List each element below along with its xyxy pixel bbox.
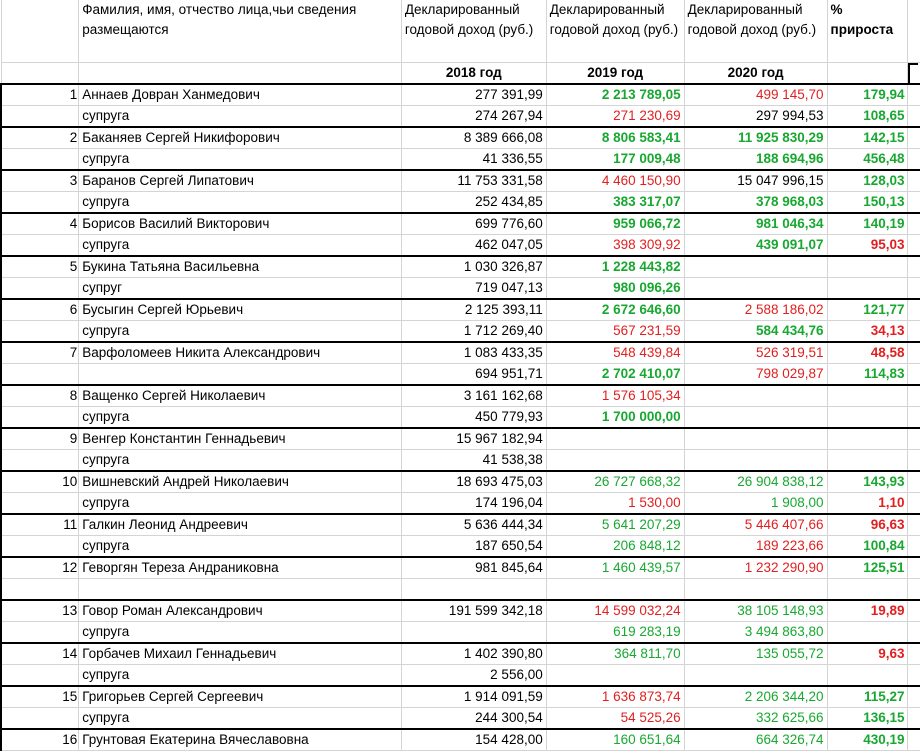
year-2019-label: 2019 год (546, 63, 684, 85)
row-number: 1 (1, 84, 79, 106)
person-name: супруга (79, 106, 402, 128)
income-2018 (401, 579, 546, 601)
income-2018: 191 599 342,18 (401, 600, 546, 622)
row-number: 14 (1, 643, 79, 665)
table-row (1, 665, 920, 687)
growth-pct (827, 385, 908, 407)
table-row (1, 729, 920, 751)
income-2020: 2 588 186,02 (684, 299, 827, 321)
person-name: Борисов Василий Викторович (79, 213, 402, 235)
income-2018: 694 951,71 (401, 364, 546, 386)
header-growth-pct: % прироста (827, 0, 908, 63)
spacer (908, 729, 920, 751)
person-name: супруга (79, 708, 402, 730)
income-2018: 981 845,64 (401, 557, 546, 579)
growth-pct: 1,10 (827, 493, 908, 515)
income-2020 (684, 385, 827, 407)
income-2019: 548 439,84 (546, 342, 684, 364)
person-name: Варфоломеев Никита Александрович (79, 342, 402, 364)
person-name: супруга (79, 192, 402, 214)
spacer (908, 364, 920, 386)
growth-pct (827, 428, 908, 450)
income-2020: 584 434,76 (684, 321, 827, 343)
person-name: Баканяев Сергей Никифорович (79, 127, 402, 149)
income-2018: 3 161 162,68 (401, 385, 546, 407)
row-number (1, 536, 79, 558)
income-2019 (546, 665, 684, 687)
spacer (908, 493, 920, 515)
spacer (908, 192, 920, 214)
growth-pct: 100,84 (827, 536, 908, 558)
person-name: Аннаев Довран Ханмедович (79, 84, 402, 106)
row-number: 15 (1, 686, 79, 708)
cell-selection-marker (908, 63, 918, 85)
income-2020: 439 091,07 (684, 235, 827, 257)
table-row (1, 149, 920, 171)
income-2020: 188 694,96 (684, 149, 827, 171)
row-number (1, 192, 79, 214)
income-2018: 1 030 326,87 (401, 256, 546, 278)
person-name: Бусыгин Сергей Юрьевич (79, 299, 402, 321)
row-number (1, 622, 79, 644)
spacer (908, 235, 920, 257)
income-2018: 274 267,94 (401, 106, 546, 128)
income-2020: 1 232 290,90 (684, 557, 827, 579)
income-2020: 38 105 148,93 (684, 600, 827, 622)
spacer (908, 600, 920, 622)
row-number (1, 579, 79, 601)
income-2018: 18 693 475,03 (401, 471, 546, 493)
income-2019: 2 672 646,60 (546, 299, 684, 321)
income-2018: 41 336,55 (401, 149, 546, 171)
header-name: Фамилия, имя, отчество лица,чьи сведения размещаются (79, 0, 402, 63)
income-2020: 5 446 407,66 (684, 514, 827, 536)
header-row (1, 0, 920, 63)
income-2018: 277 391,99 (401, 84, 546, 106)
spacer (908, 407, 920, 429)
income-2020 (684, 278, 827, 300)
income-2020: 981 046,34 (684, 213, 827, 235)
spacer (908, 579, 920, 601)
person-name: Ващенко Сергей Николаевич (79, 385, 402, 407)
row-number (1, 364, 79, 386)
income-2019 (546, 450, 684, 472)
income-2018: 187 650,54 (401, 536, 546, 558)
row-number: 12 (1, 557, 79, 579)
growth-pct: 136,15 (827, 708, 908, 730)
person-name: супруга (79, 235, 402, 257)
income-2019: 1 228 443,82 (546, 256, 684, 278)
year-2020-label: 2020 год (684, 63, 827, 85)
spacer (908, 514, 920, 536)
table-row (1, 579, 920, 601)
income-2018: 5 636 444,34 (401, 514, 546, 536)
table-row (1, 471, 920, 493)
income-2018: 244 300,54 (401, 708, 546, 730)
spacer (908, 622, 920, 644)
income-2019: 398 309,92 (546, 235, 684, 257)
income-2020 (684, 256, 827, 278)
income-2019 (546, 579, 684, 601)
table-row (1, 643, 920, 665)
income-2020: 2 206 344,20 (684, 686, 827, 708)
table-row (1, 600, 920, 622)
growth-pct: 125,51 (827, 557, 908, 579)
header-years-row (1, 63, 920, 85)
table-row (1, 428, 920, 450)
year-2018-label: 2018 год (401, 63, 546, 85)
spacer (908, 686, 920, 708)
table-row (1, 536, 920, 558)
person-name: Галкин Леонид Андреевич (79, 514, 402, 536)
income-2019: 1 636 873,74 (546, 686, 684, 708)
income-2020: 499 145,70 (684, 84, 827, 106)
income-2019: 26 727 668,32 (546, 471, 684, 493)
table-row (1, 213, 920, 235)
income-2019: 1 530,00 (546, 493, 684, 515)
table-row (1, 557, 920, 579)
growth-pct: 19,89 (827, 600, 908, 622)
person-name: Геворгян Тереза Андраниковна (79, 557, 402, 579)
income-2020: 26 904 838,12 (684, 471, 827, 493)
income-2019: 619 283,19 (546, 622, 684, 644)
income-2019: 5 641 207,29 (546, 514, 684, 536)
table-row (1, 299, 920, 321)
person-name: супруга (79, 665, 402, 687)
spacer (908, 127, 920, 149)
income-2019: 1 460 439,57 (546, 557, 684, 579)
person-name: Вишневский Андрей Николаевич (79, 471, 402, 493)
income-2020 (684, 579, 827, 601)
income-2020: 332 625,66 (684, 708, 827, 730)
table-row (1, 364, 920, 386)
growth-pct: 34,13 (827, 321, 908, 343)
income-2018: 719 047,13 (401, 278, 546, 300)
income-2020: 11 925 830,29 (684, 127, 827, 149)
table-row (1, 450, 920, 472)
spacer (908, 708, 920, 730)
row-number: 8 (1, 385, 79, 407)
row-number (1, 493, 79, 515)
income-2020: 798 029,87 (684, 364, 827, 386)
spacer (908, 149, 920, 171)
income-2019: 54 525,26 (546, 708, 684, 730)
income-2020: 15 047 996,15 (684, 170, 827, 192)
income-2020: 297 994,53 (684, 106, 827, 128)
growth-pct (827, 256, 908, 278)
table-row (1, 708, 920, 730)
header-income-2020: Декларированный годовой доход (руб.) (684, 0, 827, 63)
growth-pct: 456,48 (827, 149, 908, 171)
row-number: 2 (1, 127, 79, 149)
growth-pct (827, 278, 908, 300)
income-2018: 41 538,38 (401, 450, 546, 472)
table-row (1, 106, 920, 128)
person-name: супруга (79, 622, 402, 644)
income-2018: 2 556,00 (401, 665, 546, 687)
income-2020 (684, 665, 827, 687)
table-row (1, 127, 920, 149)
income-2019: 364 811,70 (546, 643, 684, 665)
income-2019: 4 460 150,90 (546, 170, 684, 192)
row-number: 6 (1, 299, 79, 321)
header-number-cell (1, 0, 79, 63)
spacer (908, 321, 920, 343)
income-2020 (684, 450, 827, 472)
income-2018: 699 776,60 (401, 213, 546, 235)
table-row (1, 84, 920, 106)
row-number (1, 321, 79, 343)
row-number: 4 (1, 213, 79, 235)
spacer (908, 278, 920, 300)
income-2018: 252 434,85 (401, 192, 546, 214)
table-row (1, 342, 920, 364)
income-2019: 2 702 410,07 (546, 364, 684, 386)
table-row (1, 170, 920, 192)
person-name (79, 364, 402, 386)
growth-pct (827, 407, 908, 429)
growth-pct: 179,94 (827, 84, 908, 106)
income-2020 (684, 407, 827, 429)
spacer (908, 299, 920, 321)
person-name: Баранов Сергей Липатович (79, 170, 402, 192)
growth-pct: 115,27 (827, 686, 908, 708)
growth-pct: 143,93 (827, 471, 908, 493)
row-number: 9 (1, 428, 79, 450)
income-2019: 160 651,64 (546, 729, 684, 751)
row-number: 13 (1, 600, 79, 622)
row-number (1, 106, 79, 128)
person-name: супруга (79, 407, 402, 429)
income-2020 (684, 428, 827, 450)
row-number: 11 (1, 514, 79, 536)
growth-pct: 121,77 (827, 299, 908, 321)
income-2018: 154 428,00 (401, 729, 546, 751)
table-row (1, 192, 920, 214)
spacer (908, 643, 920, 665)
income-2018: 462 047,05 (401, 235, 546, 257)
growth-pct: 140,19 (827, 213, 908, 235)
spacer (908, 557, 920, 579)
income-2020: 1 908,00 (684, 493, 827, 515)
spacer (908, 665, 920, 687)
person-name: супруга (79, 321, 402, 343)
table-row (1, 493, 920, 515)
growth-pct (827, 450, 908, 472)
table-row (1, 407, 920, 429)
growth-pct: 96,63 (827, 514, 908, 536)
growth-pct: 114,83 (827, 364, 908, 386)
income-2018 (401, 622, 546, 644)
spacer (908, 342, 920, 364)
income-2019 (546, 428, 684, 450)
growth-pct: 150,13 (827, 192, 908, 214)
spacer (908, 256, 920, 278)
income-2019: 8 806 583,41 (546, 127, 684, 149)
growth-pct: 48,58 (827, 342, 908, 364)
spacer (908, 471, 920, 493)
person-name: Венгер Константин Геннадьевич (79, 428, 402, 450)
income-2018: 15 967 182,94 (401, 428, 546, 450)
growth-pct: 142,15 (827, 127, 908, 149)
person-name: супруга (79, 149, 402, 171)
income-2020: 526 319,51 (684, 342, 827, 364)
spacer (908, 106, 920, 128)
table-row (1, 278, 920, 300)
growth-pct (827, 665, 908, 687)
row-number (1, 235, 79, 257)
income-2020: 664 326,74 (684, 729, 827, 751)
header-income-2019: Декларированный годовой доход (руб.) (546, 0, 684, 63)
person-name: Букина Татьяна Васильевна (79, 256, 402, 278)
income-2019: 959 066,72 (546, 213, 684, 235)
row-number (1, 450, 79, 472)
table-row (1, 256, 920, 278)
row-number (1, 708, 79, 730)
growth-pct: 108,65 (827, 106, 908, 128)
spacer (908, 84, 920, 106)
person-name: Григорьев Сергей Сергеевич (79, 686, 402, 708)
income-2018: 1 914 091,59 (401, 686, 546, 708)
table-row (1, 514, 920, 536)
row-number: 16 (1, 729, 79, 751)
table-row (1, 622, 920, 644)
row-number (1, 278, 79, 300)
row-number (1, 407, 79, 429)
income-2019: 1 576 105,34 (546, 385, 684, 407)
income-2018: 1 712 269,40 (401, 321, 546, 343)
income-2019: 1 700 000,00 (546, 407, 684, 429)
person-name: Грунтовая Екатерина Вячеславовна (79, 729, 402, 751)
income-2019: 271 230,69 (546, 106, 684, 128)
income-2018: 450 779,93 (401, 407, 546, 429)
income-2020: 378 968,03 (684, 192, 827, 214)
income-2018: 1 402 390,80 (401, 643, 546, 665)
growth-pct: 430,19 (827, 729, 908, 751)
income-2019: 567 231,59 (546, 321, 684, 343)
table-row (1, 235, 920, 257)
income-2019: 177 009,48 (546, 149, 684, 171)
growth-pct (827, 622, 908, 644)
income-2018: 1 083 433,35 (401, 342, 546, 364)
spacer (908, 428, 920, 450)
row-number: 5 (1, 256, 79, 278)
spacer (908, 213, 920, 235)
row-number: 10 (1, 471, 79, 493)
income-2019: 2 213 789,05 (546, 84, 684, 106)
growth-pct (827, 579, 908, 601)
income-2019: 980 096,26 (546, 278, 684, 300)
income-2020: 3 494 863,80 (684, 622, 827, 644)
spacer (908, 450, 920, 472)
growth-pct: 95,03 (827, 235, 908, 257)
table-row (1, 385, 920, 407)
income-2019: 14 599 032,24 (546, 600, 684, 622)
income-2018: 11 753 331,58 (401, 170, 546, 192)
person-name: Говор Роман Александрович (79, 600, 402, 622)
row-number (1, 665, 79, 687)
person-name: супруг (79, 278, 402, 300)
income-2020: 135 055,72 (684, 643, 827, 665)
income-2019: 206 848,12 (546, 536, 684, 558)
row-number: 7 (1, 342, 79, 364)
spacer (908, 536, 920, 558)
table-row (1, 321, 920, 343)
row-number (1, 149, 79, 171)
person-name (79, 579, 402, 601)
growth-pct: 9,63 (827, 643, 908, 665)
row-number: 3 (1, 170, 79, 192)
person-name: супруга (79, 536, 402, 558)
income-2018: 174 196,04 (401, 493, 546, 515)
person-name: супруга (79, 493, 402, 515)
person-name: Горбачев Михаил Геннадьевич (79, 643, 402, 665)
spacer (908, 170, 920, 192)
header-income-2018: Декларированный годовой доход (руб.) (401, 0, 546, 63)
growth-pct: 128,03 (827, 170, 908, 192)
income-2018: 2 125 393,11 (401, 299, 546, 321)
income-2020: 189 223,66 (684, 536, 827, 558)
spacer (908, 385, 920, 407)
income-2019: 383 317,07 (546, 192, 684, 214)
table-row (1, 686, 920, 708)
income-2018: 8 389 666,08 (401, 127, 546, 149)
person-name: супруга (79, 450, 402, 472)
